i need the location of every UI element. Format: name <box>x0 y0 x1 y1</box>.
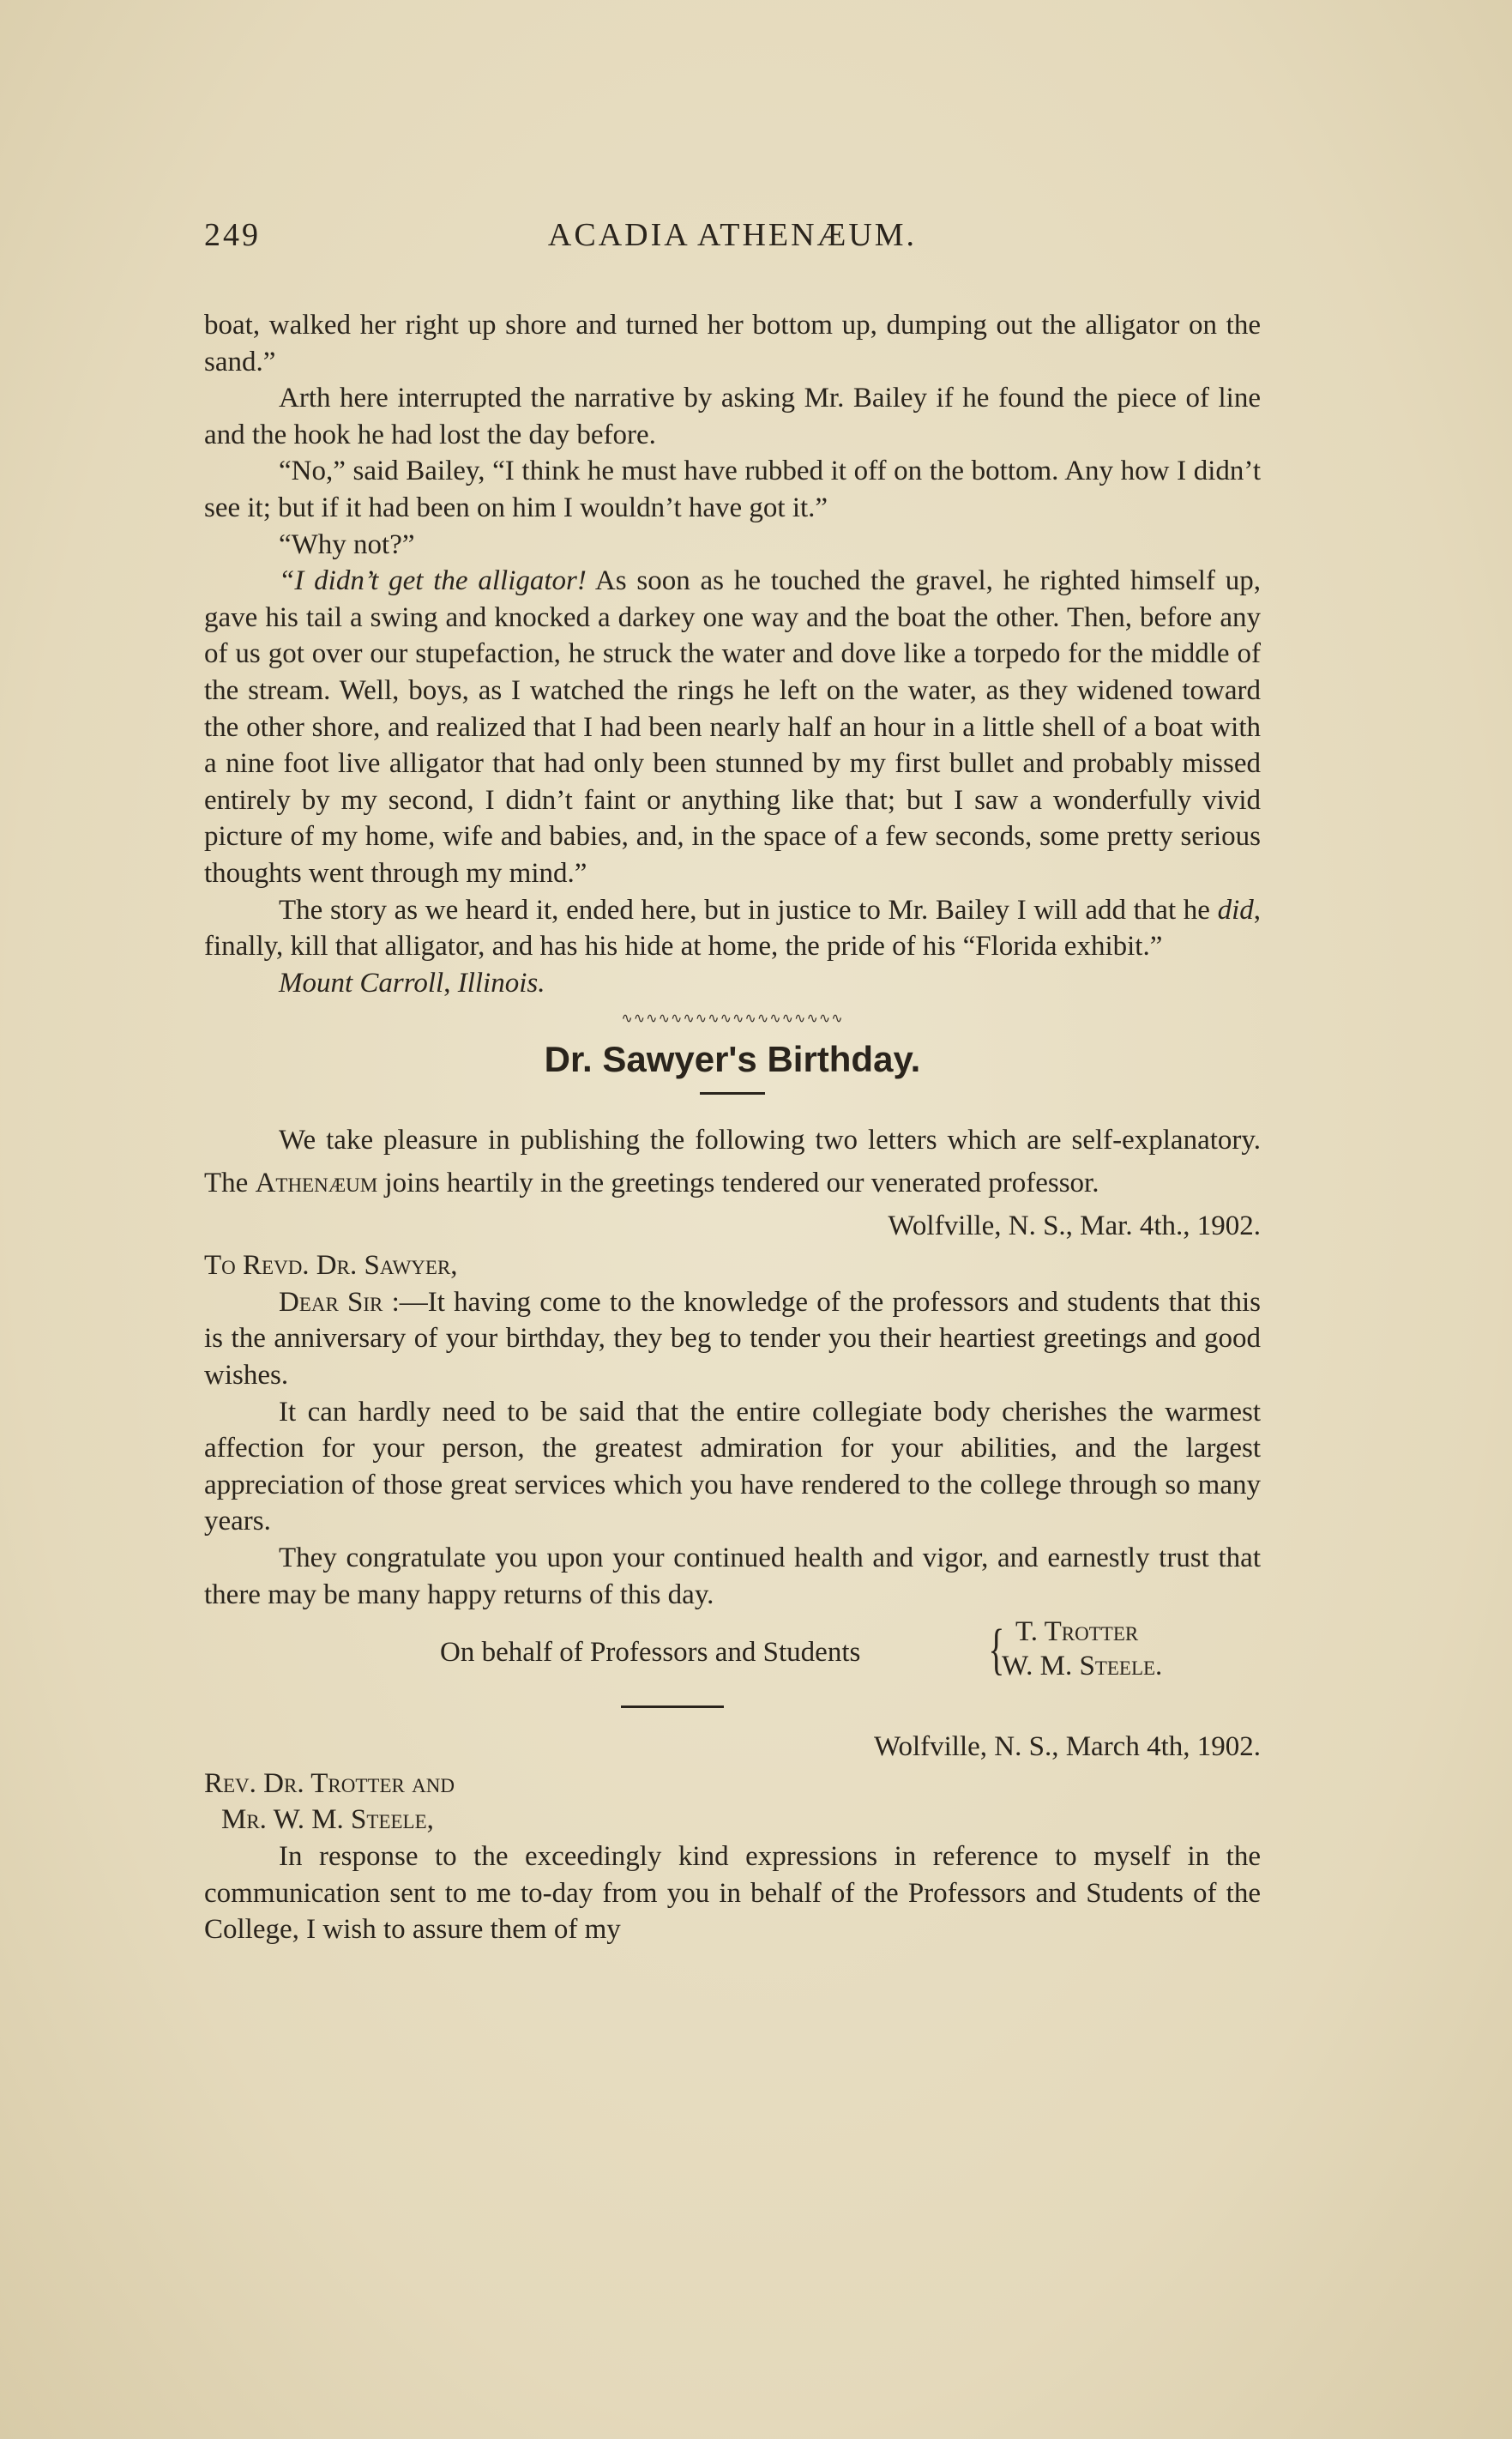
closing-text-end: , finally, kill that alligator, and has his hide at home, the pride of his “Florida exhibit.” <box>204 894 1261 963</box>
intro-text: We take pleasure in publishing the following two letters which are self-explanatory. The <box>204 1125 1261 1199</box>
place-state: Illinois. <box>457 967 545 999</box>
italic-quote: “I didn’t get the alligator! <box>279 565 587 597</box>
section-intro <box>204 1119 1261 1204</box>
signer-trotter: T. Trotter <box>1015 1616 1139 1648</box>
story-paragraph: boat, walked her right up shore and turned her bottom up, dumping out the alligator on the sand.” <box>204 310 1261 377</box>
letter-divider-rule <box>621 1705 724 1708</box>
place-separator: , <box>443 967 458 999</box>
ornament-divider: ∿∿∿∿∿∿∿∿∿∿∿∿∿∿∿∿∿∿ <box>621 1011 844 1027</box>
birthday-section <box>204 1119 1261 1247</box>
story-paragraph <box>204 563 1261 891</box>
letter1-dateline: Wolfville, N. S., Mar. 4th., 1902. <box>888 1210 1261 1242</box>
journal-title: ACADIA ATHENÆUM. <box>547 217 918 253</box>
story-paragraph: “Why not?” <box>279 528 415 560</box>
story-paragraph <box>204 892 1261 965</box>
letter2-addressee: Mr. W. M. Steele, <box>221 1804 434 1836</box>
letter2-dateline: Wolfville, N. S., March 4th, 1902. <box>873 1731 1261 1763</box>
story-paragraph: Arth here interrupted the narrative by asking Mr. Bailey if he found the piece of line and the hook he had lost the day before. <box>204 383 1261 450</box>
signer-steele: W. M. Steele. <box>1002 1651 1163 1682</box>
closing-text: The story as we heard it, ended here, but in justice to Mr. Bailey I will add that he <box>279 894 1218 926</box>
intro-text-end: joins heartily in the greetings tendered our venerated professor. <box>377 1168 1099 1199</box>
article-body <box>204 307 1261 1948</box>
quote-text: As soon as he touched the gravel, he righted himself up, gave his tail a swing and knocked a darkey one way and the boat the other. Then, before any of us got over our stupefaction, he struck the water and dove like a torpedo for the middle of the stream. Well, boys, as I watched the rings he left on the water, as they widened toward the other shore, and realized that I had been nearly half an hour in a little shell of a boat with a nine foot live alligator that had only been stunned by my first bullet and probably missed entirely by my second, I didn’t faint or anything like that; but I saw a wonderfully vivid picture of my home, wife and babies, and, in the space of a few seconds, some pretty serious thoughts went through my mind.” <box>204 565 1261 889</box>
running-header <box>204 216 1261 268</box>
letter2-paragraph: In response to the exceedingly kind expressions in reference to myself in the communication sent to me to-day from you in behalf of the Professors and Students of the College, I wish to assure them of my <box>204 1841 1261 1946</box>
journal-name: Athenæum <box>255 1168 378 1199</box>
letter2-addressee: Rev. Dr. Trotter and <box>204 1767 455 1799</box>
brace-glyph: { <box>988 1618 1005 1681</box>
signature-block <box>204 1616 1261 1688</box>
letter1-to: To Revd. Dr. Sawyer, <box>204 1250 458 1282</box>
letter1-paragraph: It can hardly need to be said that the entire collegiate body cherishes the warmest affection for your person, the greatest admiration for your abilities, and the largest appreciation of those great services which you have rendered to the college through so many years. <box>204 1396 1261 1537</box>
place-name: Mount Carroll <box>279 967 444 999</box>
signoff-label: On behalf of Professors and Students <box>440 1637 861 1669</box>
letter1-paragraph: They congratulate you upon your continued health and vigor, and earnestly trust that there may be many happy returns of this day. <box>204 1542 1261 1610</box>
page-number: 249 <box>204 217 261 253</box>
letter1-text: :—It having come to the knowledge of the professors and students that this is the anniversary of your birthday, they beg to tender you their heartiest greetings and good wishes. <box>204 1286 1261 1392</box>
letter1-paragraph <box>204 1284 1261 1394</box>
story-paragraph: “No,” said Bailey, “I think he must have rubbed it off on the bottom. Any how I didn’t see it; but if it had been on him I wouldn’t have got it.” <box>204 456 1261 523</box>
salutation: Dear Sir <box>279 1286 383 1318</box>
closing-italic: did <box>1217 894 1254 926</box>
story-dateline <box>204 965 1261 1002</box>
section-title: Dr. Sawyer's Birthday. <box>544 1039 921 1080</box>
letter-2 <box>204 1729 1261 1948</box>
letter-1 <box>204 1247 1261 1688</box>
title-rule <box>700 1092 765 1095</box>
